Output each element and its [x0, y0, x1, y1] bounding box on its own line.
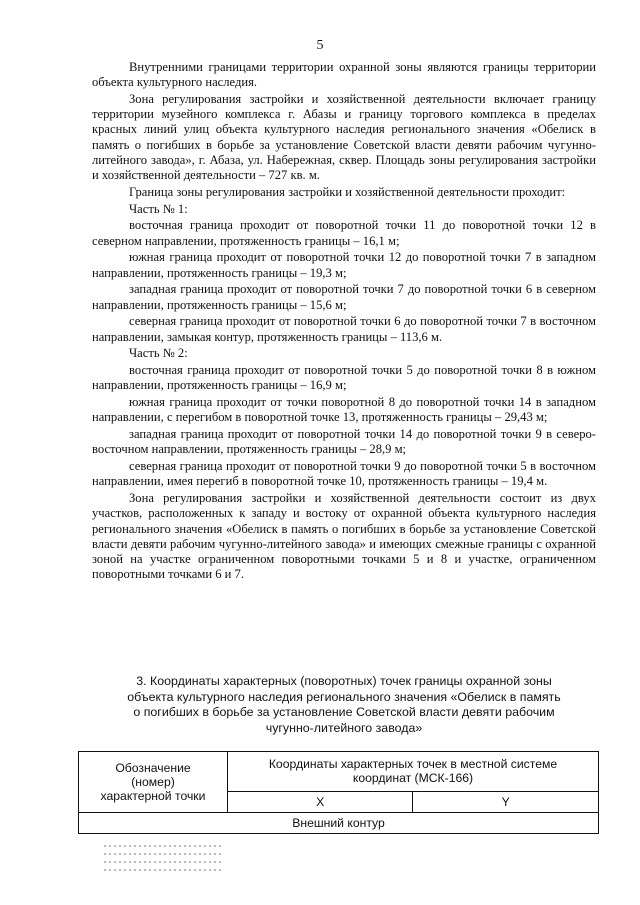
paragraph: Внутренними границами территории охранной зоны являются границы территории объекта культурного наследия. [92, 60, 596, 90]
stamp-line [104, 869, 224, 871]
coordinates-table [78, 751, 599, 834]
faint-stamp-marks [104, 845, 224, 885]
part-heading: Часть № 2: [129, 346, 188, 361]
paragraph: Граница зоны регулирования застройки и хозяйственной деятельности проходит: [129, 184, 566, 199]
paragraph: Зона регулирования застройки и хозяйственной деятельности состоит из двух участков, расположенных к западу и востоку от охранной объекта культурного наследия регионального значения «Обелиск в память о погибших в борьбе за установление Советской власти девяти рабочим чугунно-литейного завода» и имеющих смежные границы с охранной зоной на участке ограниченном поворотными точками 5 и 8 и участке, ограниченном поворотными точками 6 и 7. [92, 491, 596, 582]
section-heading-line: о погибших в борьбе за установление Советской власти девяти рабочим [133, 705, 555, 720]
point-header-cell [79, 752, 228, 813]
point-header-line: (номер) [131, 775, 175, 789]
outer-contour-row: Внешний контур [79, 813, 599, 834]
section-heading-line: объекта культурного наследия регионального значения «Обелиск в память [127, 689, 561, 704]
paragraph: восточная граница проходит от поворотной точки 11 до поворотной точки 12 в северном направлении, протяженность границы – 16,1 м; [92, 218, 596, 248]
stamp-line [104, 845, 224, 847]
coords-header-cell [228, 752, 599, 792]
paragraph: южная граница проходит от поворотной точки 12 до поворотной точки 7 в западном направлении, протяженность границы – 19,3 м; [92, 250, 596, 280]
coords-header-line: координат (МСК-166) [352, 771, 474, 786]
section-heading-line: 3. Координаты характерных (поворотных) точек границы охранной зоны [136, 674, 552, 688]
x-column-header: X [228, 791, 413, 812]
paragraph: северная граница проходит от поворотной точки 6 до поворотной точки 7 в восточном направлении, замыкая контур, протяженность границы – 113,6 м. [92, 314, 596, 344]
paragraph: Зона регулирования застройки и хозяйственной деятельности включает границу территории музейного комплекса г. Абазы и границу торгового комплекса в пределах красных линий улиц объекта культурного наследия регионального значения «Обелиск в память о погибших в борьбе за установление Советской власти девяти рабочим чугунно-литейного завода», г. Абаза, ул. Набережная, сквер. Площадь зоны регулирования застройки и хозяйственной деятельности – 727 кв. м. [92, 92, 596, 183]
stamp-line [104, 861, 224, 863]
part-heading: Часть № 1: [129, 201, 188, 216]
stamp-line [104, 853, 224, 855]
paragraph: восточная граница проходит от поворотной точки 5 до поворотной точки 8 в южном направлении, протяженность границы – 16,9 м; [92, 363, 596, 393]
page-number: 5 [316, 38, 324, 53]
paragraph: северная граница проходит от поворотной точки 9 до поворотной точки 5 в восточном направлении, имея перегиб в поворотной точке 10, протяженность границы – 19,4 м. [92, 459, 596, 489]
point-header-line: Обозначение [115, 761, 191, 775]
paragraph: южная граница проходит от точки поворотной 8 до поворотной точки 14 в западном направлении, с перегибом в поворотной точке 13, протяженность границы – 29,43 м; [92, 395, 596, 425]
body-text [92, 60, 596, 584]
paragraph: западная граница проходит от поворотной точки 14 до поворотной точки 9 в северо-восточном направлении, протяженность границы – 28,9 м; [92, 427, 596, 457]
point-header-line: характерной точки [100, 789, 206, 803]
section-heading-line: чугунно-литейного завода» [265, 720, 423, 735]
coords-header-line: Координаты характерных точек в местной системе [268, 757, 558, 772]
section-heading [92, 674, 596, 736]
paragraph: западная граница проходит от поворотной точки 7 до поворотной точки 6 в северном направлении, протяженность границы – 15,6 м; [92, 282, 596, 312]
y-column-header: Y [413, 791, 599, 812]
